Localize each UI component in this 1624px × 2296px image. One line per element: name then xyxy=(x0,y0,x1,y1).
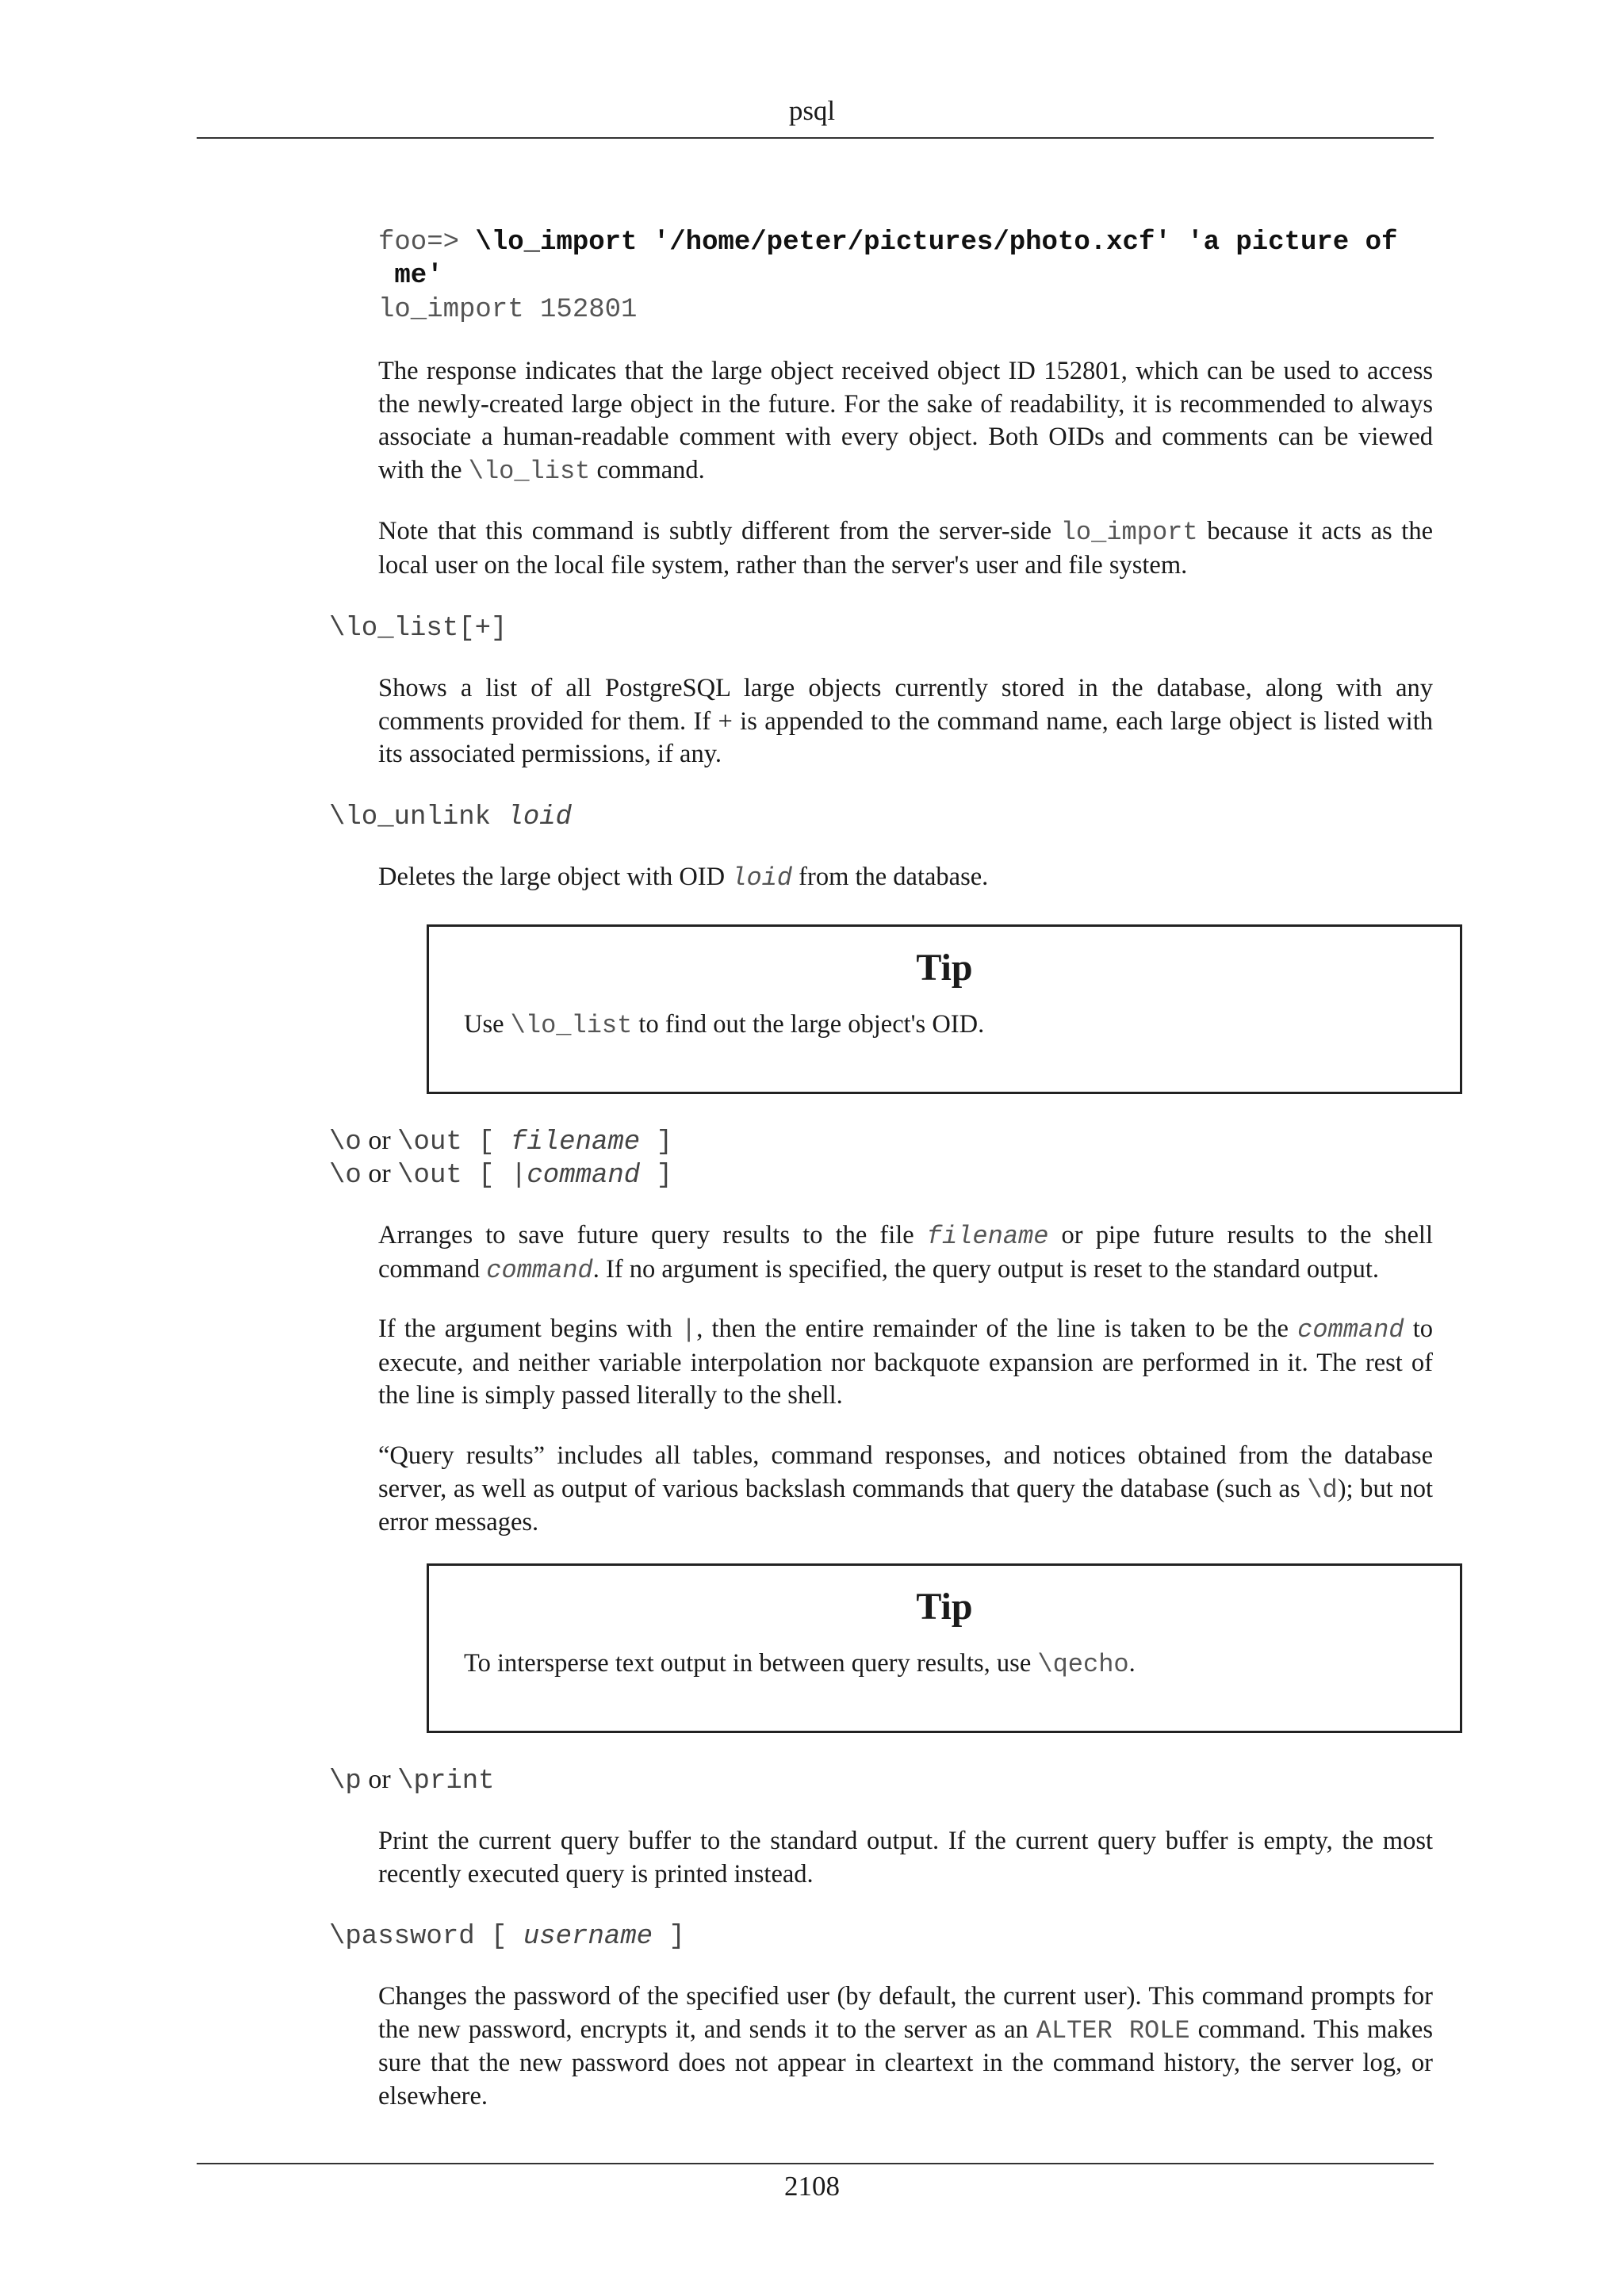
term-lo-list-code: \lo_list[+] xyxy=(329,614,508,644)
page-number: 2108 xyxy=(784,2171,840,2202)
running-header: psql xyxy=(788,95,836,126)
term-code: \print xyxy=(397,1766,495,1797)
example-line-1 xyxy=(378,226,1397,259)
term-code: \p xyxy=(329,1766,362,1797)
tip-title: Tip xyxy=(916,947,973,989)
term-code: ] xyxy=(640,1161,673,1191)
term-code: \password [ xyxy=(329,1922,523,1952)
term-code: \out [ | xyxy=(397,1161,527,1191)
desc-text: “Query results” includes all tables, command responses, and notices obtained from the database server, as well as output of various backslash commands that query the database (such as xyxy=(378,1441,1433,1503)
example-output: lo_import 152801 xyxy=(378,295,638,325)
inline-code: \lo_list xyxy=(510,1011,633,1040)
inline-code: lo_import xyxy=(1060,518,1198,547)
term-arg: command xyxy=(527,1161,641,1191)
example-line-2 xyxy=(378,259,443,293)
desc-text-end: from the database. xyxy=(792,863,989,891)
desc-text: Deletes the large object with OID xyxy=(378,863,732,891)
inline-code: | xyxy=(680,1315,697,1345)
example-command-cont: me' xyxy=(378,261,443,291)
term-or: or xyxy=(361,1159,398,1188)
desc-text: command. This makes sure that the new password does not appear in cleartext in the command history, the server log, or elsewhere. xyxy=(378,2015,1434,2110)
desc-password xyxy=(378,1980,1433,2113)
desc-text: Changes the password of the specified user (by default, the current user). This command prompts for the new password, encrypts it, and sends it to the server as an xyxy=(378,1982,1433,2044)
inline-code: \lo_list xyxy=(468,456,591,486)
term-password xyxy=(329,1919,685,1954)
para-response xyxy=(378,355,1433,488)
term-code: \o xyxy=(329,1127,362,1158)
desc-arg: command xyxy=(486,1255,593,1285)
term-arg: username xyxy=(523,1922,653,1952)
desc-text: ); but not error messages. xyxy=(378,1474,1433,1536)
desc-lo-unlink xyxy=(378,861,1433,895)
inline-code: ALTER ROLE xyxy=(1036,2015,1190,2045)
tip-box xyxy=(427,1563,1462,1733)
tip-text-end: . xyxy=(1128,1649,1136,1678)
tip-text xyxy=(464,1649,1136,1679)
term-lo-unlink-code: \lo_unlink xyxy=(329,802,508,832)
term-code: \o xyxy=(329,1161,362,1191)
desc-text: If the argument begins with xyxy=(378,1314,681,1343)
example-command: \lo_import '/home/peter/pictures/photo.xcf' 'a picture of xyxy=(475,228,1398,258)
term-or: or xyxy=(361,1765,398,1794)
term-out-filename xyxy=(329,1124,672,1159)
term-code: \out [ xyxy=(397,1127,511,1158)
term-code: ] xyxy=(640,1127,673,1158)
desc-text: , then the entire remainder of the line is taken to be the xyxy=(696,1314,1298,1343)
tip-text xyxy=(464,1010,984,1040)
inline-code: \qecho xyxy=(1037,1650,1129,1679)
desc-text: . If no argument is specified, the query output is reset to the standard output. xyxy=(592,1254,1380,1284)
tip-text-end: to find out the large object's OID. xyxy=(632,1010,985,1039)
desc-text: or pipe future results to the shell command xyxy=(378,1221,1433,1284)
desc-text: to execute, and neither variable interpolation nor backquote expansion are performed in it. The rest of the line is simply passed literally to the shell. xyxy=(378,1314,1433,1410)
footer-rule xyxy=(197,2163,1434,2164)
example-prompt: foo=> xyxy=(378,228,476,258)
para-response-text-end: command. xyxy=(590,455,705,484)
term-or: or xyxy=(361,1126,398,1155)
term-code: ] xyxy=(653,1922,685,1952)
term-arg: loid xyxy=(507,802,573,832)
desc-out-1 xyxy=(378,1219,1433,1287)
tip-text-start: To intersperse text output in between query results, use xyxy=(464,1649,1038,1678)
inline-code: \d xyxy=(1307,1475,1338,1505)
desc-lo-list: Shows a list of all PostgreSQL large objects currently stored in the database, along with any comments provided for them. If + is appended to the command name, each large object is listed with its associated permissions, if any. xyxy=(378,674,1433,768)
desc-text: Arranges to save future query results to the file xyxy=(378,1221,927,1249)
term-print xyxy=(329,1763,495,1798)
para-note-text: Note that this command is subtly different from the server-side xyxy=(378,517,1061,545)
term-arg: filename xyxy=(510,1127,641,1158)
desc-print: Print the current query buffer to the standard output. If the current query buffer is empty, the most recently executed query is printed instead. xyxy=(378,1827,1433,1888)
term-lo-list xyxy=(329,610,507,645)
para-note-text-end: because it acts as the local user on the local file system, rather than the server's user and file system. xyxy=(378,517,1433,580)
tip-text-start: Use xyxy=(464,1010,511,1039)
term-lo-unlink xyxy=(329,799,572,834)
tip-title: Tip xyxy=(916,1586,973,1628)
desc-arg: filename xyxy=(926,1222,1049,1251)
tip-box xyxy=(427,924,1462,1094)
desc-out-3 xyxy=(378,1440,1433,1540)
desc-out-2 xyxy=(378,1313,1433,1413)
para-response-text: The response indicates that the large object received object ID 152801, which can be used to access the newly-created large object in the future. For the sake of readability, it is recommended to always associate a human-readable comment with every object. Both OIDs and comments can be viewed with the xyxy=(378,357,1433,484)
header-rule xyxy=(197,137,1434,139)
desc-arg: loid xyxy=(731,863,793,893)
term-out-command xyxy=(329,1158,672,1192)
desc-arg: command xyxy=(1297,1315,1404,1345)
para-note xyxy=(378,515,1433,582)
